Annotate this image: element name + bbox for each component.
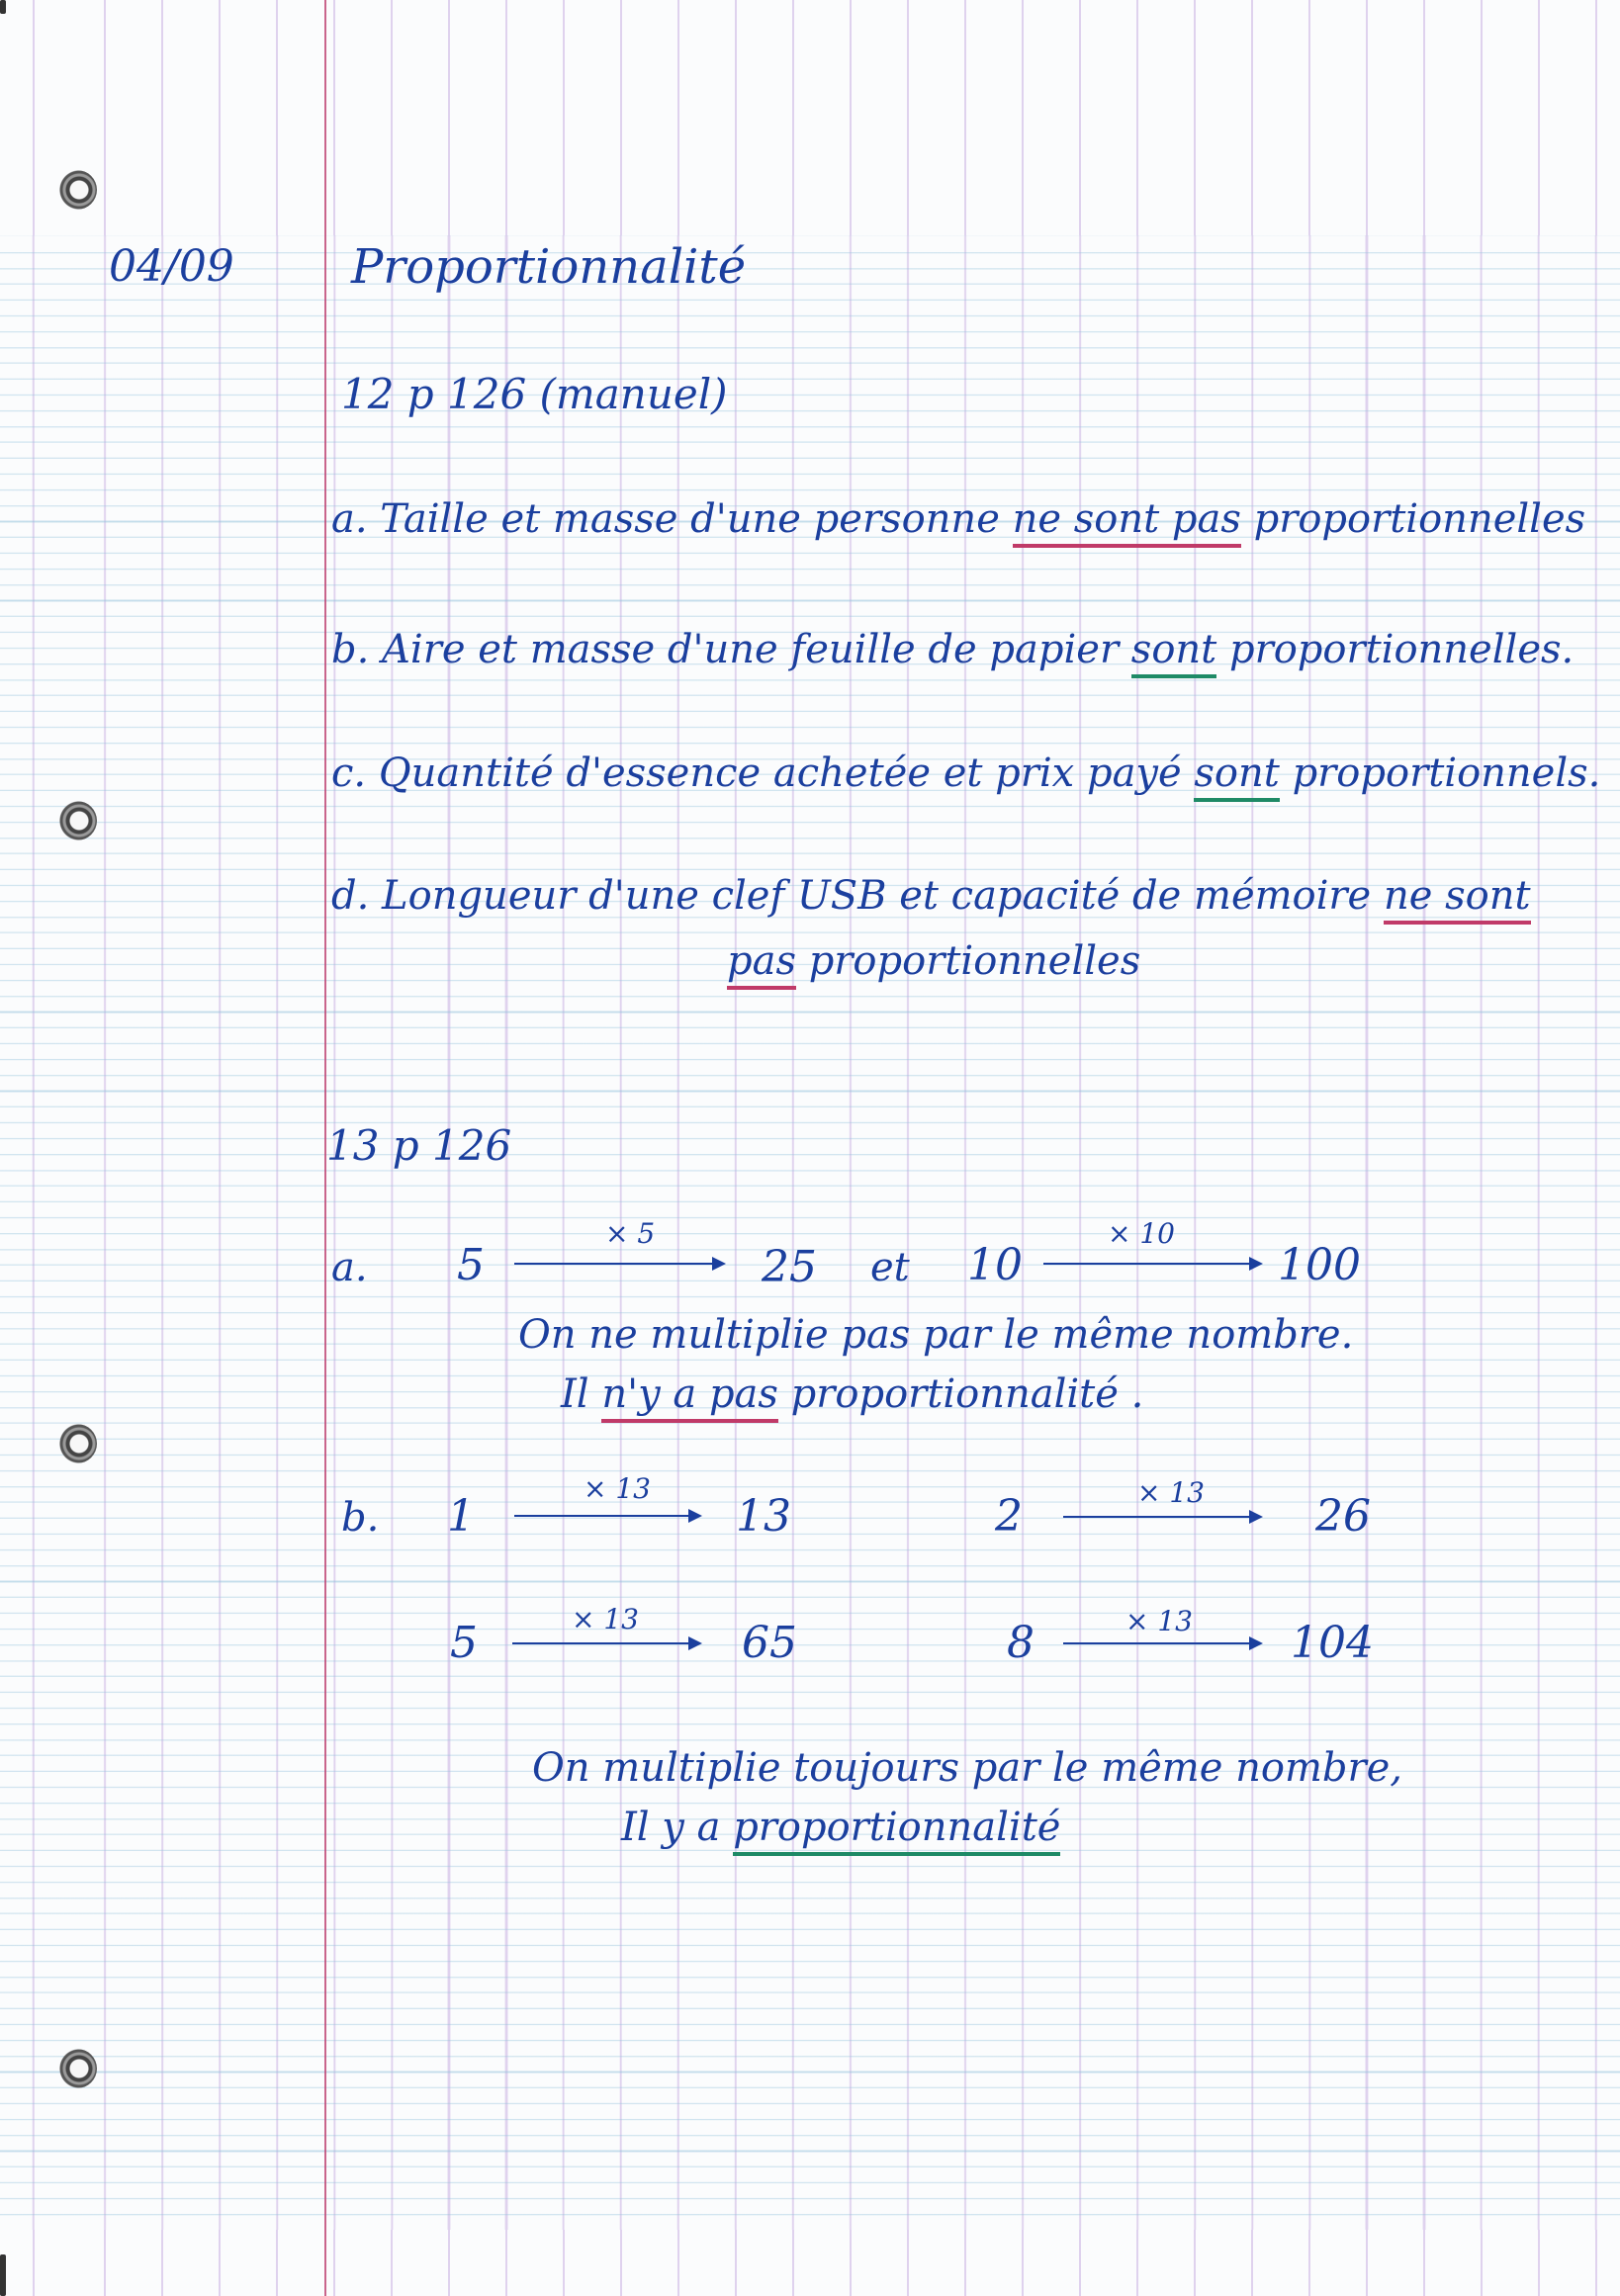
ex12-answer-d-continued	[727, 938, 1141, 984]
number-from: 1	[447, 1491, 475, 1542]
arrow-icon	[514, 1263, 724, 1265]
connector-text: et	[870, 1245, 910, 1290]
answer-text: Taille et masse d'une personne	[380, 496, 1000, 542]
negation-underlined: ne sont pas	[1013, 496, 1241, 548]
exercise-12-heading: 12 p 126 (manuel)	[341, 370, 728, 418]
multiplier-label: × 5	[605, 1217, 656, 1250]
scan-edge-mark	[0, 2254, 6, 2296]
multiplier-label: × 13	[1125, 1605, 1193, 1637]
punch-hole-icon	[57, 1424, 97, 1463]
answer-text: proportionnalité .	[790, 1371, 1144, 1417]
page-top-margin	[0, 0, 1620, 235]
conclusion-line	[621, 1805, 1061, 1850]
answer-text: proportionnels.	[1292, 751, 1601, 796]
exercise-13-heading: 13 p 126	[326, 1121, 512, 1170]
negation-underlined: pas	[727, 938, 796, 990]
answer-text: Longueur d'une clef USB et capacité de mémoire	[382, 873, 1372, 919]
arrow-icon	[1043, 1263, 1261, 1265]
multiplier-label: × 13	[1137, 1476, 1205, 1509]
answer-text: Aire et masse d'une feuille de papier	[382, 627, 1120, 672]
item-letter: b.	[341, 1495, 380, 1541]
arrow-icon	[1063, 1642, 1261, 1644]
number-to: 100	[1278, 1240, 1361, 1290]
punch-hole-icon	[57, 801, 97, 840]
answer-text: proportionnelles	[808, 938, 1141, 984]
arrow-icon	[512, 1642, 700, 1644]
conclusion-line	[561, 1371, 1144, 1417]
multiplier-label: × 10	[1108, 1217, 1175, 1250]
number-from: 5	[457, 1240, 485, 1290]
number-from: 8	[1007, 1618, 1035, 1668]
number-from: 10	[967, 1240, 1023, 1290]
affirmation-underlined: sont	[1194, 751, 1279, 802]
number-to: 26	[1315, 1491, 1371, 1542]
affirmation-underlined: proportionnalité	[733, 1805, 1060, 1856]
number-from: 2	[995, 1491, 1023, 1542]
page-bottom-margin	[0, 2230, 1620, 2296]
ex12-answer-b	[331, 627, 1575, 672]
conclusion-line: On multiplie toujours par le même nombre,	[532, 1745, 1402, 1791]
answer-text: proportionnelles.	[1228, 627, 1575, 672]
number-from: 5	[450, 1618, 478, 1668]
negation-underlined: n'y a pas	[601, 1371, 778, 1423]
punch-hole-icon	[57, 2049, 97, 2088]
item-letter: d.	[331, 873, 370, 919]
item-letter: c.	[331, 751, 367, 796]
number-to: 104	[1291, 1618, 1374, 1668]
number-to: 65	[742, 1618, 797, 1668]
number-to: 25	[762, 1242, 817, 1292]
arrow-icon	[1063, 1516, 1261, 1518]
item-letter: a.	[331, 1245, 368, 1290]
item-letter: b.	[331, 627, 370, 672]
ex12-answer-c	[331, 751, 1601, 796]
scan-edge-mark	[0, 0, 6, 14]
arrow-icon	[514, 1515, 700, 1517]
ex12-answer-d	[331, 873, 1531, 919]
answer-text: Il	[561, 1371, 589, 1417]
page-date: 04/09	[109, 241, 234, 292]
ex12-answer-a	[331, 496, 1586, 542]
multiplier-label: × 13	[572, 1603, 639, 1635]
answer-text: Il y a	[621, 1805, 721, 1850]
multiplier-label: × 13	[584, 1472, 651, 1505]
item-letter: a.	[331, 496, 368, 542]
number-to: 13	[736, 1491, 791, 1542]
affirmation-underlined: sont	[1131, 627, 1216, 678]
answer-text: proportionnelles	[1253, 496, 1586, 542]
negation-underlined: ne sont	[1384, 873, 1531, 925]
punch-hole-icon	[57, 170, 97, 210]
page-title: Proportionnalité	[351, 239, 747, 295]
conclusion-line: On ne multiplie pas par le même nombre.	[518, 1312, 1354, 1358]
answer-text: Quantité d'essence achetée et prix payé	[378, 751, 1182, 796]
